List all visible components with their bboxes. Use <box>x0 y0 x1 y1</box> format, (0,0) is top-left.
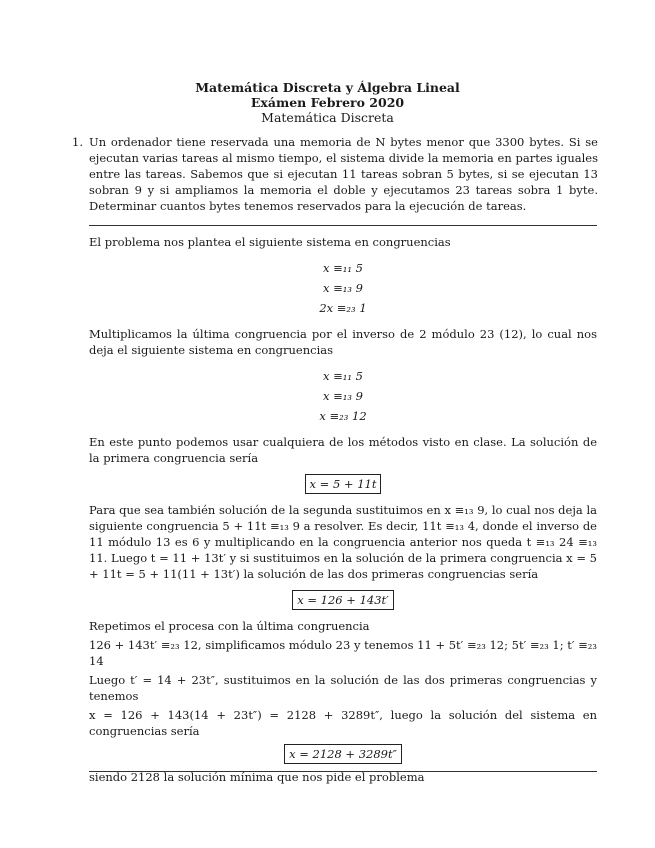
boxed-solution: x = 126 + 143t′ <box>292 590 394 610</box>
solution-conclusion: siendo 2128 la solución mínima que nos pide el problema <box>89 770 425 784</box>
solution-paragraph: 126 + 143t′ ≡₂₃ 12, simplificamos módulo 23 y tenemos 11 + 5t′ ≡₂₃ 12; 5t′ ≡₂₃ 1; t′ ≡₂₃ 14 <box>89 638 597 668</box>
congruence-line: x ≡₁₃ 9 <box>323 389 363 403</box>
top-divider <box>89 225 597 226</box>
solution-paragraph: Repetimos el procesa con la última congruencia <box>89 619 370 633</box>
congruence-line: x ≡₁₁ 5 <box>323 369 363 383</box>
document-title: Matemática Discreta y Álgebra Lineal <box>195 80 460 95</box>
problem-text: Un ordenador tiene reservada una memoria de N bytes menor que 3300 bytes. Si se ejecutan varias tareas al mismo tiempo, el sistema divide la memoria en partes iguales entre las tareas. Sabemos que si ejecutan 11 tareas sobran 5 bytes, si se ejecutan 13 sobran 9 y si ampliamos la memoria el doble y ejecutamos 23 tareas sobra 1 byte. Determinar cuantos bytes tenemos reservados para la ejecución de tareas. <box>89 135 598 213</box>
solution-paragraph: x = 126 + 143(14 + 23t″) = 2128 + 3289t″, luego la solución del sistema en congruencias sería <box>89 708 597 738</box>
document-subtitle: Exámen Febrero 2020 <box>250 95 405 110</box>
problem-number: 1. <box>72 135 83 149</box>
solution-section <box>89 234 597 785</box>
congruence-line: x ≡₁₃ 9 <box>323 281 363 295</box>
solution-paragraph: Para que sea también solución de la segunda sustituimos en x ≡₁₃ 9, lo cual nos deja la siguiente congruencia 5 + 11t ≡₁₃ 9 a resolver. Es decir, 11t ≡₁₃ 4, donde el inverso de 11 módulo 13 es 6 y multiplicando en la congruencia anterior nos queda t ≡₁₃ 24 ≡₁₃ 11. Luego t = 11 + 13t′ y si sustituimos en la solución de la primera congruencia x = 5 + 11t = 5 + 11(11 + 13t′) la solución de las dos primeras congruencias sería <box>89 503 597 581</box>
solution-paragraph: Multiplicamos la última congruencia por el inverso de 2 módulo 23 (12), lo cual nos deja el siguiente sistema en congruencias <box>89 327 597 357</box>
boxed-solution: x = 2128 + 3289t″ <box>284 744 402 764</box>
problem-statement <box>72 134 598 214</box>
solution-paragraph: En este punto podemos usar cualquiera de los métodos visto en clase. La solución de la primera congruencia sería <box>89 435 597 465</box>
bottom-divider <box>89 771 597 772</box>
document-header <box>0 80 655 125</box>
congruence-system-1 <box>89 258 597 318</box>
solution-intro: El problema nos plantea el siguiente sistema en congruencias <box>89 235 451 249</box>
congruence-system-2 <box>89 366 597 426</box>
course-name: Matemática Discreta <box>261 110 394 125</box>
congruence-line: x ≡₁₁ 5 <box>323 261 363 275</box>
congruence-line: 2x ≡₂₃ 1 <box>319 301 367 315</box>
boxed-solution: x = 5 + 11t <box>305 474 382 494</box>
solution-paragraph: Luego t′ = 14 + 23t″, sustituimos en la solución de las dos primeras congruencias y tenemos <box>89 673 597 703</box>
congruence-line: x ≡₂₃ 12 <box>319 409 367 423</box>
